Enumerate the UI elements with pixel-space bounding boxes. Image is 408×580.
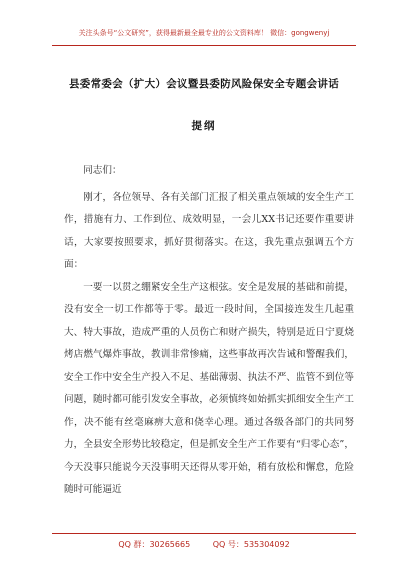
- paragraph-intro: 刚才，各位领导、各有关部门汇报了相关重点领域的安全生产工作，措施有力、工作到位、成效明显，一会儿XX书记还要作重要讲话，大家要按照要求，抓好贯彻落实。在这，我先重点强调五个方面：: [64, 191, 354, 270]
- footer-divider: [52, 533, 356, 534]
- header-divider: [52, 45, 356, 46]
- document-body: [64, 160, 354, 502]
- footer-qq-group: QQ 群：30265665: [118, 540, 191, 549]
- paragraph-first-point: 一要一以贯之绷紧安全生产这根弦。安全是发展的基础和前提，没有安全一切工作都等于零。最近一段时间，全国接连发生几起重大、特大事故，造成严重的人员伤亡和财产损失，特别是近日宁夏烧烤店燃气爆炸事故，教训非常惨痛，这些事故再次告诫和警醒我们，安全工作中安全生产投入不足、基础薄弱、执法不严、监管不到位等问题，随时都可能引发安全事故，必须慎终如始抓实抓细安全生产工作，决不能有丝毫麻痹大意和侥幸心理。通过各级各部门的共同努力，全县安全形势比较稳定，但是抓安全生产工作要有“归零心态”，今天没事只能说今天没事明天还得从零开始，稍有放松和懈怠，危险随时可能逼近: [64, 281, 354, 495]
- header-banner: 关注头条号“公文研究”，获得最新最全最专业的公文资料库！ 微信：gongwenyj: [78, 29, 330, 37]
- document-title: 县委常委会（扩大）会议暨县委防风险保安全专题会讲话: [69, 78, 339, 90]
- footer-qq-number: QQ 号：535304092: [212, 540, 290, 549]
- footer-contacts: [0, 539, 408, 550]
- document-subtitle: 提纲: [191, 120, 217, 132]
- salutation: 同志们：: [83, 165, 122, 176]
